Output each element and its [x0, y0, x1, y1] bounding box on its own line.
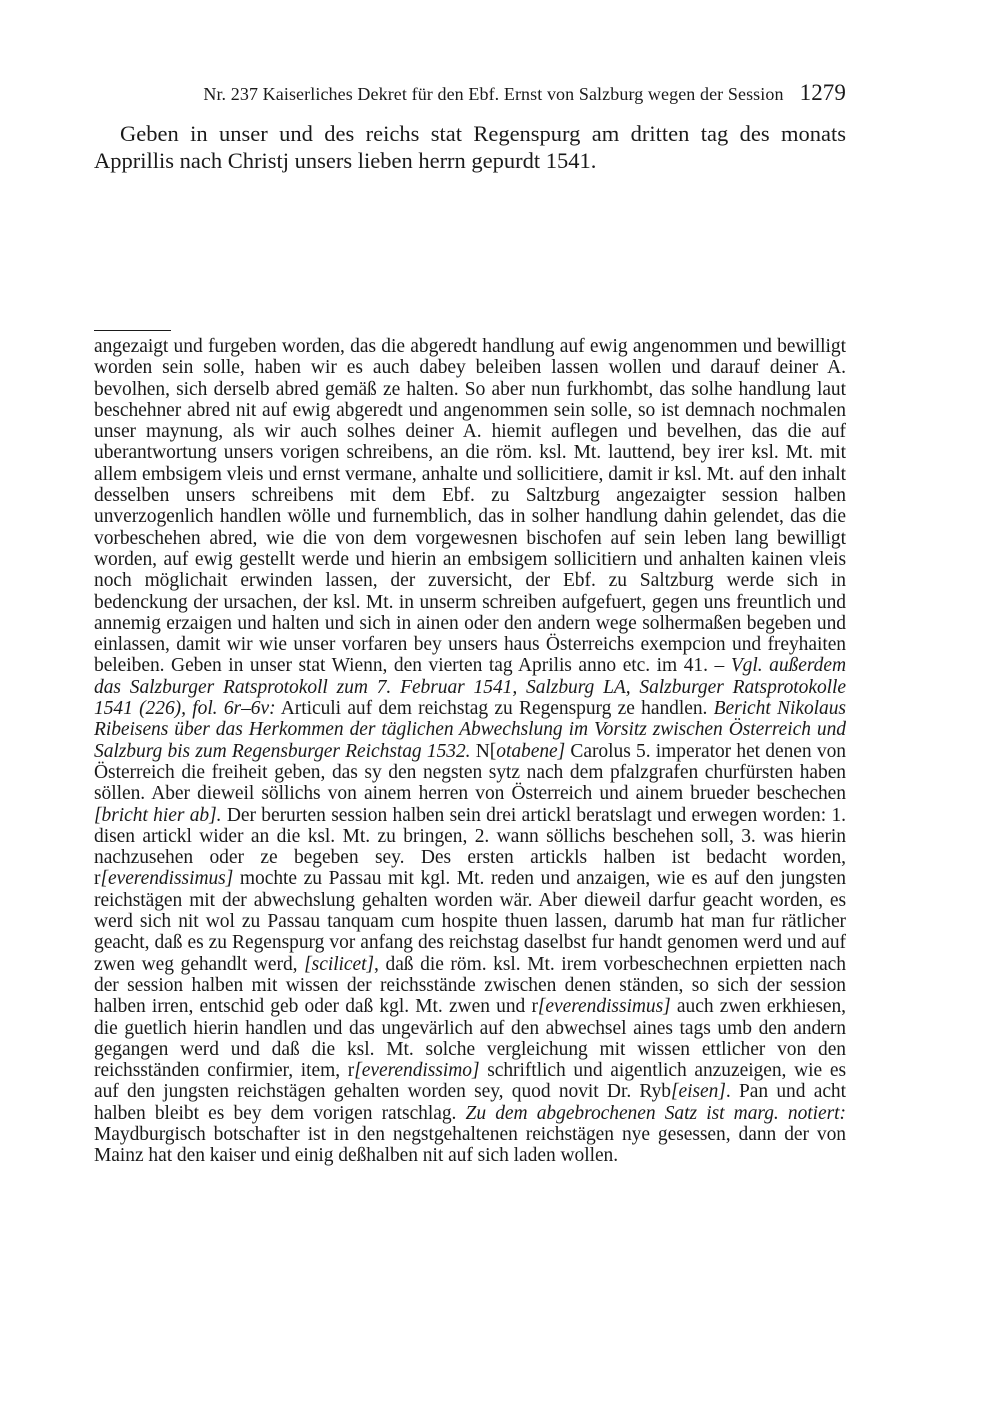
- footnote-italic-segment: [everendissimo]: [354, 1060, 480, 1082]
- footnote-segment: , daß die röm. ksl. Mt. irem vorbeschechnen erpietten nach der session halben mit wissen der reichsstände zwischen denen ständen, so sich der session halben irren, entschid geb oder daß kgl. Mt. zwen und r: [94, 953, 846, 1018]
- footnote-italic-segment: Zu dem abgebrochenen Satz ist marg. notiert:: [465, 1102, 846, 1124]
- header-title: Nr. 237 Kaiserliches Dekret für den Ebf. Ernst von Salzburg wegen der Session: [203, 84, 784, 104]
- footnote-segment: mochte zu Passau mit kgl. Mt. reden und anzaigen, wie es auf den jungsten reichstägen mit der abwechslung gehalten worden wär. Aber dieweil darfur geacht worden, es werd sich nit wol zu Passau tanquam cum hospite thuen lassen, darumb hat man fur rätlicher geacht, daß es zu Regenspurg vor anfang des reichstag daselbst fur handt genomen werd und auf zwen weg gehandlt werd,: [94, 868, 846, 975]
- running-header: [94, 80, 846, 106]
- main-text-paragraph: Geben in unser und des reichs stat Regenspurg am dritten tag des monats Apprillis nach Christj unsers lieben herrn gepurdt 1541.: [94, 121, 846, 173]
- footnote-italic-segment: [scilicet]: [304, 953, 375, 975]
- footnote-italic-segment: [bricht hier ab].: [94, 804, 222, 826]
- footnote-segment: auch zwen erkhiesen, die guetlich hierin handlen und das ungevärlich auf den abwechsel aines tags umb den andern gegangen werd und daß die ksl. Mt. solche vergleichung mit wissen ettlicher von den reichsständen confirmier, item, r: [94, 996, 846, 1082]
- footnote-italic-segment: [everendissimus]: [537, 996, 671, 1018]
- footnote-segment: Maydburgisch botschafter ist in den negstgehaltenen reichstägen nye gesessen, dann der von Mainz hat den kaiser und einig deßhalben nit auf sich laden wollen.: [94, 1123, 846, 1167]
- footnote-text: [94, 336, 846, 1167]
- footnote-segment: . Pan und acht halben bleibt es bey dem vorigen ratschlag.: [94, 1081, 847, 1124]
- footnote-segment: schriftlich und aigentlich anzuzeigen, wie es auf den jungsten reichstägen gehalten worden sey, quod novit Dr. Ryb: [94, 1060, 846, 1103]
- footnote-italic-segment: [everendissimus]: [100, 868, 234, 890]
- footnote-italic-segment: Vgl. außerdem das Salzburger Ratsprotokoll zum 7. Februar 1541, Salzburg LA, Salzburger Ratsprotokolle 1541 (226), fol. 6r–6v:: [94, 655, 846, 720]
- footnote-italic-segment: [eisen]: [671, 1081, 726, 1103]
- footnote-segment: Articuli auf dem reichstag zu Regenspurg ze handlen.: [275, 698, 714, 720]
- footnote-segment: N[: [470, 740, 497, 762]
- page-number: 1279: [799, 80, 846, 105]
- footnote-italic-segment: otabene]: [496, 740, 566, 762]
- footnote-segment: angezaigt und furgeben worden, das die abgeredt handlung auf ewig angenommen und bewilligt worden sein solle, haben wir es auch dabey beleiben lassen wollen und darauf deiner A. bevolhen, sich derselb abred gemäß ze halten. So aber nun furkhombt, das solhe handlung laut beschehner abred nit auf ewig abgeredt und angenommen sein solle, so ist demnach nochmalen unser maynung, als wir auch solhes deiner A. hiemit auflegen und bevelhen, das die auf uberantwortung unsers vorigen schreibens, an die röm. ksl. Mt. lauttend, bey irer ksl. Mt. mit allem embsigem vleis und ernst vermane, anhalte und sollicitiere, damit ir ksl. Mt. auf den inhalt desselben unsers schreibens mit dem Ebf. zu Saltzburg angezaigter session halben unverzogenlich handlen wölle und furnemblich, das in solher handlung dahin gelendet, das die vorbeschehen abred, wie die von dem vorgewesnen bischofen auf sein leben lang bewilligt worden, auf ewig gestellt werde und hierin an embsigem sollicitiern und anhalten kainen vleis noch möglichait erwinden lassen, der zuversicht, der Ebf. zu Saltzburg werde sich in bedenckung der ursachen, der ksl. Mt. in unserm schreiben aufgefuert, gegen uns freuntlich und annemig erzaigen und halten und sich in ainen oder den andern wege solhermaßen begeben und einlassen, damit wir wie unser vorfaren bey unsers haus Österreichs exempcion und freyhaiten beleiben. Geben in unser stat Wienn, den vierten tag Aprilis anno etc. im 41. –: [94, 336, 846, 677]
- footnote-separator: [94, 330, 171, 331]
- document-page: [94, 0, 846, 1418]
- footnote-segment: Carolus 5. imperator het denen von Österreich die freiheit geben, das sy den negsten sytz nach dem pfalzgrafen churfürsten haben söllen. Aber dieweil söllichs von ainem herren von Österreich und ainem brueder beschechen: [94, 740, 846, 805]
- footnote-segment: Der berurten session halben sein drei artickl beratslagt und erwegen worden: 1. disen artickl wider an die ksl. Mt. zu bringen, 2. wann söllichs beschehen soll, 3. was hierin nachzusehen oder ze begeben sey. Des ersten artickls halben ist bedacht worden, r: [94, 804, 846, 890]
- footnote-italic-segment: Bericht Nikolaus Ribeisens über das Herkommen der täglichen Abwechslung im Vorsitz zwischen Österreich und Salzburg bis zum Regensburger Reichstag 1532.: [94, 698, 846, 762]
